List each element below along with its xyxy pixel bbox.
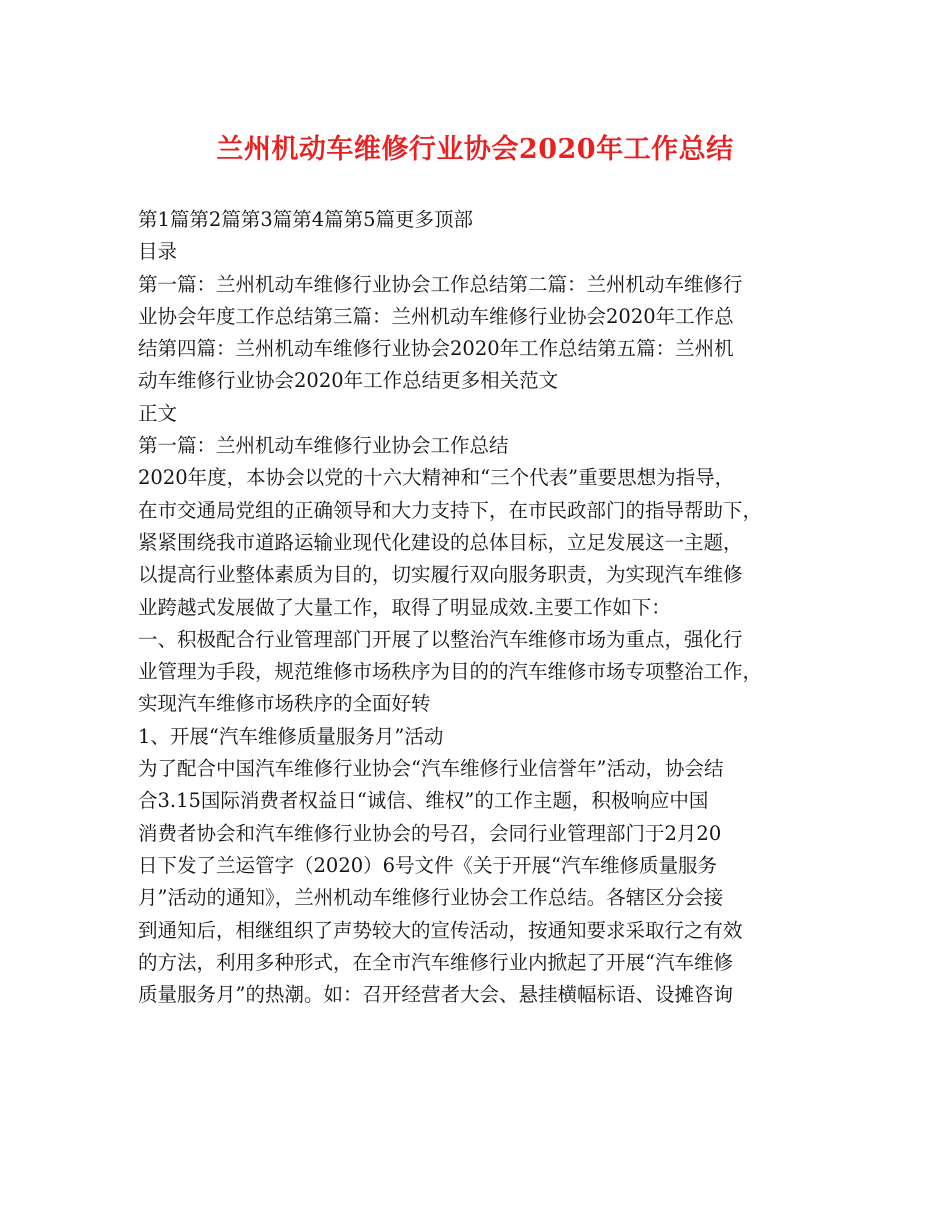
body-line: 在市交通局党组的正确领导和大力支持下，在市民政部门的指导帮助下， (138, 498, 763, 522)
body-line: 合3.15国际消费者权益日“诚信、维权”的工作主题，积极响应中国 (138, 789, 709, 813)
body-line: 1、开展“汽车维修质量服务月”活动 (138, 724, 444, 748)
body-line: 紧紧围绕我市道路运输业现代化建设的总体目标，立足发展这一主题， (138, 530, 743, 554)
body-line: 到通知后，相继组织了声势较大的宣传活动，按通知要求采取行之有效 (138, 918, 743, 942)
body-line: 2020年度，本协会以党的十六大精神和“三个代表”重要思想为指导， (138, 466, 735, 490)
body-line: 以提高行业整体素质为目的，切实履行双向服务职责，为实现汽车维修 (138, 563, 743, 587)
body-line: 业协会年度工作总结第三篇：兰州机动车维修行业协会2020年工作总 (138, 304, 734, 328)
body-line: 一、积极配合行业管理部门开展了以整治汽车维修市场为重点，强化行 (138, 627, 743, 651)
body-line: 的方法，利用多种形式，在全市汽车维修行业内掀起了开展“汽车维修 (138, 950, 733, 974)
body-line: 业跨越式发展做了大量工作，取得了明显成效.主要工作如下： (138, 595, 671, 619)
body-line: 结第四篇：兰州机动车维修行业协会2020年工作总结第五篇：兰州机 (138, 337, 734, 361)
body-line: 正文 (138, 401, 178, 425)
body-line: 月”活动的通知》，兰州机动车维修行业协会工作总结。各辖区分会接 (138, 886, 724, 910)
body-line: 第一篇：兰州机动车维修行业协会工作总结第二篇：兰州机动车维修行 (138, 272, 743, 296)
document-title: 兰州机动车维修行业协会2020年工作总结 (216, 134, 734, 165)
body-line: 质量服务月”的热潮。如：召开经营者大会、悬挂横幅标语、设摊咨询 (138, 983, 733, 1007)
body-line: 目录 (138, 240, 178, 264)
body-line: 实现汽车维修市场秩序的全面好转 (138, 692, 431, 716)
document-body (138, 204, 828, 1011)
body-line: 为了配合中国汽车维修行业协会“汽车维修行业信誉年”活动，协会结 (138, 757, 724, 781)
body-line: 动车维修行业协会2020年工作总结更多相关范文 (138, 369, 559, 393)
body-line: 第一篇：兰州机动车维修行业协会工作总结 (138, 434, 509, 458)
body-line: 消费者协会和汽车维修行业协会的号召，会同行业管理部门于2月20 (138, 821, 722, 845)
body-line: 业管理为手段，规范维修市场秩序为目的的汽车维修市场专项整治工作， (138, 660, 763, 684)
body-line: 日下发了兰运管字（2020）6号文件《关于开展“汽车维修质量服务 (138, 853, 718, 877)
body-line: 第1篇第2篇第3篇第4篇第5篇更多顶部 (138, 208, 474, 231)
